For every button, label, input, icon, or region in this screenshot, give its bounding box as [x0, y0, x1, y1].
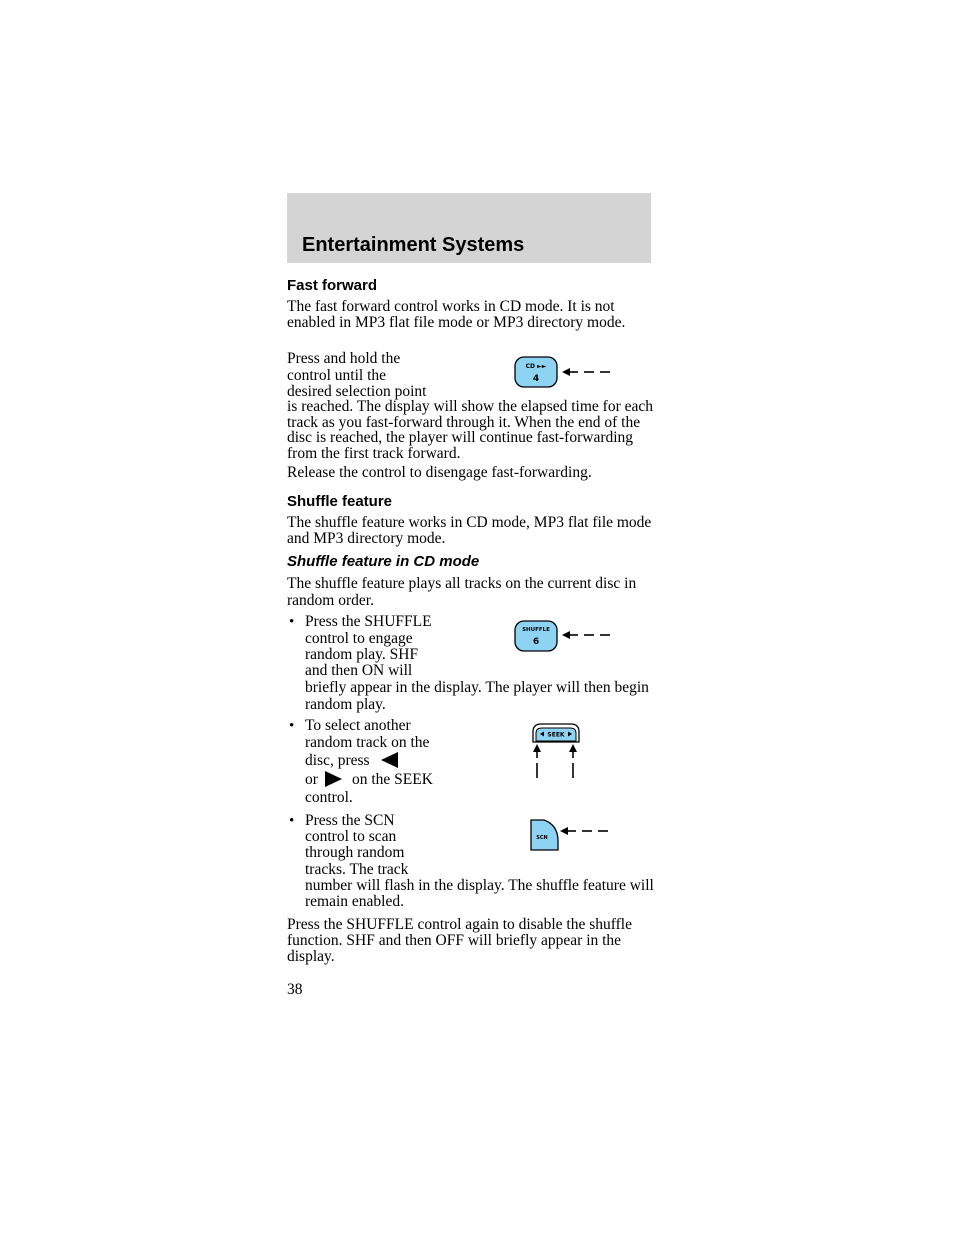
- bullet3-line-3: through random: [305, 844, 405, 861]
- bullet-marker: •: [289, 718, 295, 734]
- fast-forward-heading: Fast forward: [287, 277, 378, 294]
- shuffle-cd-heading: Shuffle feature in CD mode: [287, 553, 480, 570]
- cd-fast-forward-button-figure: [512, 354, 616, 390]
- shuffle-6-button-number: 6: [532, 637, 540, 647]
- fast-forward-press-line-3: desired selection point: [287, 383, 427, 400]
- bullet1-rest: briefly appear in the display. The player will then begin random play.: [305, 679, 649, 713]
- bullet-marker: •: [289, 813, 295, 829]
- fast-forward-press-rest: is reached. The display will show the elapsed time for each track as you fast-forward through it. When the end of the disc is reached, the player will continue fast-forwarding from the first track forward.: [287, 398, 653, 462]
- shuffle-intro: The shuffle feature works in CD mode, MP3 flat file mode and MP3 directory mode.: [287, 514, 652, 547]
- fast-forward-press-line-1: Press and hold the: [287, 350, 401, 367]
- seek-button-figure: [528, 720, 584, 782]
- bullet2-or: or: [305, 771, 318, 788]
- shuffle-6-button-label: SHUFFLE: [522, 627, 550, 633]
- bullet3-line-4: tracks. The track: [305, 861, 409, 878]
- bullet1-line-4: and then ON will: [305, 662, 413, 679]
- pointer-arrow-icon: [560, 827, 608, 835]
- shuffle-button-figure: [512, 618, 616, 654]
- bullet2-end: control.: [305, 789, 353, 806]
- up-arrow-icon: [569, 744, 577, 778]
- pointer-arrow-icon: [562, 368, 610, 376]
- bullet3-line-2: control to scan: [305, 828, 397, 845]
- shuffle-closing: Press the SHUFFLE control again to disable the shuffle function. SHF and then OFF will briefly appear in the display.: [287, 916, 632, 965]
- bullet3-line-1: Press the SCN: [305, 812, 395, 829]
- fast-forward-press-line-2: control until the: [287, 367, 387, 384]
- fast-forward-intro: The fast forward control works in CD mode. It is not enabled in MP3 flat file mode or MP3 directory mode.: [287, 298, 626, 331]
- bullet2-line-3: disc, press: [305, 752, 370, 769]
- seek-left-triangle-icon: [380, 751, 400, 769]
- seek-right-triangle-icon: [323, 770, 343, 788]
- bullet2-line-2: random track on the: [305, 734, 430, 751]
- fast-forward-release: Release the control to disengage fast-forwarding.: [287, 464, 592, 481]
- cd-4-button-label: CD ►►: [525, 363, 547, 370]
- scn-button-figure: [528, 817, 612, 853]
- shuffle-cd-intro: The shuffle feature plays all tracks on the current disc in random order.: [287, 575, 637, 609]
- page-number: 38: [287, 981, 303, 998]
- bullet2-line-1: To select another: [305, 717, 411, 734]
- section-header-band: [287, 193, 651, 263]
- pointer-arrow-icon: [562, 631, 610, 639]
- bullet2-seek: on the SEEK: [352, 771, 433, 788]
- shuffle-heading: Shuffle feature: [287, 493, 393, 510]
- bullet-marker: •: [289, 614, 295, 630]
- bullet3-rest: number will flash in the display. The shuffle feature will remain enabled.: [305, 877, 654, 910]
- scn-button-label: SCN: [536, 835, 548, 841]
- bullet1-line-3: random play. SHF: [305, 646, 419, 663]
- cd-4-button-number: 4: [532, 374, 540, 384]
- bullet1-line-1: Press the SHUFFLE: [305, 613, 432, 630]
- up-arrow-icon: [533, 744, 541, 778]
- seek-button-label: SEEK: [547, 731, 565, 739]
- bullet1-line-2: control to engage: [305, 630, 413, 647]
- section-title: Entertainment Systems: [302, 234, 525, 256]
